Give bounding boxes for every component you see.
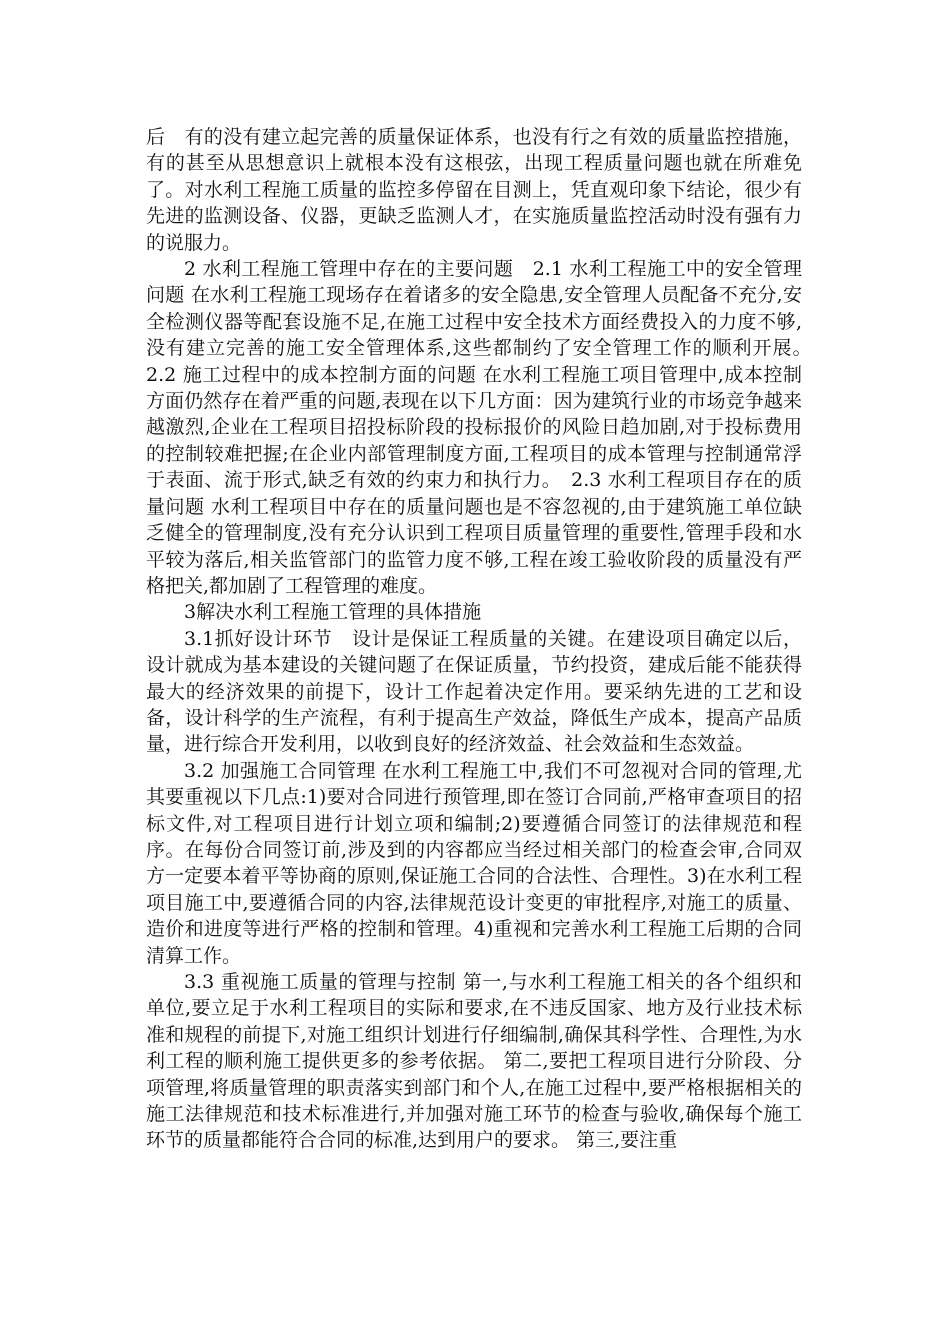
paragraph-quality-management: 3.3 重视施工质量的管理与控制 第一,与水利工程施工相关的各个组织和单位,要立足于水利工程项目的实际和要求,在不违反国家、地方及行业技术标准和规程的前提下,对施工组织计划进行仔细编制,确保其科学性、合理性,为水利工程的顺利施工提供更多的参考依据。 第二,要把工程项目进行分阶段、分项管理,将质量管理的职责落实到部门和个人,在施工过程中,要严格根据相关的施工法律规范和技术标准进行,并加强对施工环节的检查与验收,确保每个施工环节的质量都能符合合同的标准,达到用户的要求。 第三,要注重: [146, 971, 802, 1152]
document-body: [146, 124, 822, 1154]
paragraph-design-stage: 3.1抓好设计环节 设计是保证工程质量的关键。在建设项目确定以后，设计就成为基本建设的关键问题了在保证质量，节约投资，建成后能不能获得最大的经济效果的前提下，设计工作起着决定作用。要采纳先进的工艺和设备，设计科学的生产流程，有利于提高生产效益，降低生产成本，提高产品质量，进行综合开发利用，以收到良好的经济效益、社会效益和生态效益。: [146, 627, 802, 756]
paragraph-quality-control-summary: 后 有的没有建立起完善的质量保证体系，也没有行之有效的质量监控措施，有的甚至从思想意识上就根本没有这根弦，出现工程质量问题也就在所难免了。对水利工程施工质量的监控多停留在目测上，凭直观印象下结论，很少有先进的监测设备、仪器，更缺乏监测人才，在实施质量监控活动时没有强有力的说服力。: [146, 126, 802, 254]
paragraph-main-problems: 2 水利工程施工管理中存在的主要问题 2.1 水利工程施工中的安全管理问题 在水利工程施工现场存在着诸多的安全隐患,安全管理人员配备不充分,安全检测仪器等配套设施不足,在施工过程中安全技术方面经费投入的力度不够,没有建立完善的施工安全管理体系,这些都制约了安全管理工作的顺利开展。 2.2 施工过程中的成本控制方面的问题 在水利工程施工项目管理中,成本控制方面仍然存在着严重的问题,表现在以下几方面：因为建筑行业的市场竞争越来越激烈,企业在工程项目招投标阶段的投标报价的风险日趋加剧,对于投标费用的控制较难把握;在企业内部管理制度方面,工程项目的成本管理与控制通常浮于表面、流于形式,缺乏有效的约束力和执行力。 2.3 水利工程项目存在的质量问题 水利工程项目中存在的质量问题也是不容忽视的,由于建筑施工单位缺乏健全的管理制度,没有充分认识到工程项目质量管理的重要性,管理手段和水平较为落后,相关监管部门的监管力度不够,工程在竣工验收阶段的质量没有严格把关,都加剧了工程管理的难度。: [146, 258, 822, 597]
paragraph-contract-management: 3.2 加强施工合同管理 在水利工程施工中,我们不可忽视对合同的管理,尤其要重视以下几点:1)要对合同进行预管理,即在签订合同前,严格审查项目的招标文件,对工程项目进行计划立项和编制;2)要遵循合同签订的法律规范和程序。在每份合同签订前,涉及到的内容都应当经过相关部门的检查会审,合同双方一定要本着平等协商的原则,保证施工合同的合法性、合理性。3)在水利工程项目施工中,要遵循合同的内容,法律规范设计变更的审批程序,对施工的质量、造价和进度等进行严格的控制和管理。4)重视和完善水利工程施工后期的合同清算工作。: [146, 759, 802, 967]
section-heading-measures: 3解决水利工程施工管理的具体措施: [184, 601, 482, 624]
